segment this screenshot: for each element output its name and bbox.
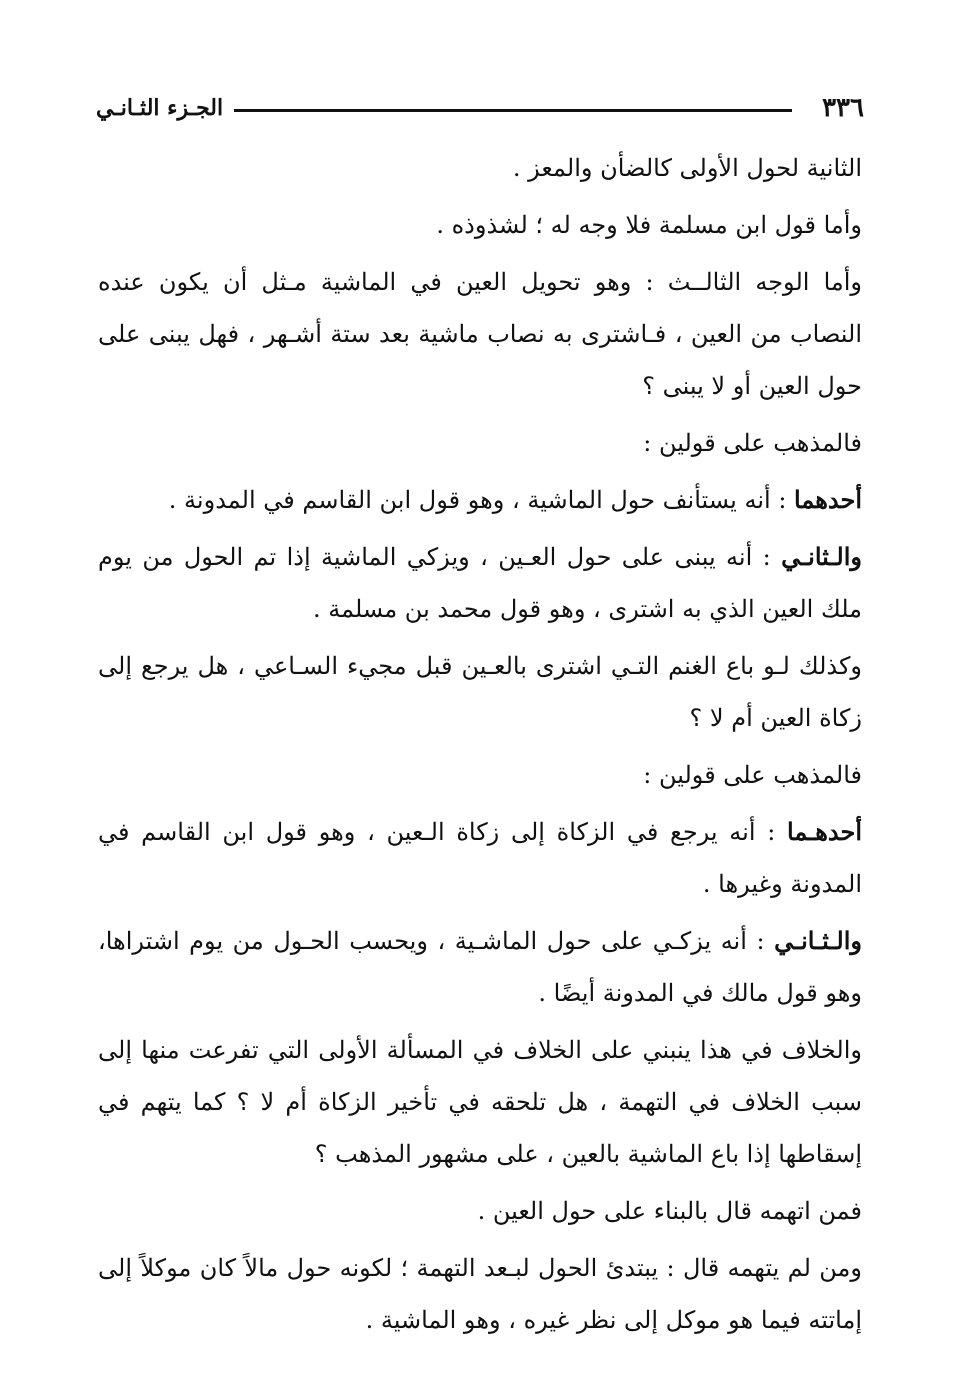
paragraph bbox=[98, 1185, 862, 1237]
paragraph-text: وأما الوجه الثالــث : وهو تحويل العين في الماشية مـثل أن يكون عنده النصاب من العين ، فـاشترى به نصاب ماشية بعد ستة أشـهر ، فهل يبنى على حول العين أو لا يبنى ؟ bbox=[98, 268, 862, 400]
paragraph bbox=[98, 199, 862, 251]
page-header bbox=[96, 90, 864, 130]
paragraph bbox=[98, 531, 862, 635]
paragraph-text: : أنه يرجع في الزكاة إلى زكاة الـعين ، وهو قول ابن القاسم في المدونة وغيرها . bbox=[98, 818, 862, 898]
paragraph-text: فالمذهب على قولين : bbox=[643, 429, 862, 457]
paragraph bbox=[98, 749, 862, 801]
paragraph bbox=[98, 417, 862, 469]
header-rule bbox=[234, 109, 792, 112]
paragraph-text: وأما قول ابن مسلمة فلا وجه له ؛ لشذوذه . bbox=[436, 211, 862, 239]
paragraph bbox=[98, 1242, 862, 1346]
paragraph bbox=[98, 806, 862, 910]
paragraph bbox=[98, 640, 862, 744]
paragraph-text: : أنه يزكـي على حول الماشـية ، ويحسب الحـول من يوم اشتراها، وهو قول مالك في المدونة أيضًا . bbox=[98, 927, 862, 1007]
paragraph bbox=[98, 1024, 862, 1180]
page-body bbox=[98, 142, 862, 1351]
paragraph-text: : أنه يبنى على حول العـين ، ويزكي الماشية إذا تم الحول من يوم ملك العين الذي به اشترى ، وهو قول محمد بن مسلمة . bbox=[98, 543, 862, 623]
paragraph-text: وكذلك لـو باع الغنم التـي اشترى بالعـين قبل مجيء السـاعي ، هل يرجع إلى زكاة العين أم لا ؟ bbox=[98, 652, 862, 732]
running-title: الجـزء الثـانـي bbox=[96, 95, 224, 121]
page-number: ٣٣٦ bbox=[822, 93, 864, 123]
paragraph-lead: أحدهما bbox=[794, 485, 862, 514]
paragraph-lead: والـثـانـي bbox=[774, 926, 862, 955]
paragraph-lead: أحدهـما bbox=[787, 817, 862, 846]
paragraph bbox=[98, 915, 862, 1019]
paragraph-text: فالمذهب على قولين : bbox=[643, 761, 862, 789]
paragraph-text: الثانية لحول الأولى كالضأن والمعز . bbox=[512, 154, 862, 182]
paragraph bbox=[98, 142, 862, 194]
paragraph bbox=[98, 256, 862, 412]
paragraph-text: والخلاف في هذا ينبني على الخلاف في المسألة الأولى التي تفرعت منها إلى سبب الخلاف في التهمة ، هل تلحقه في تأخير الزكاة أم لا ؟ كما يتهم في إسقاطها إذا باع الماشية بالعين ، على مشهور المذهب ؟ bbox=[98, 1036, 862, 1168]
paragraph-text: فمن اتهمه قال بالبناء على حول العين . bbox=[477, 1197, 862, 1225]
paragraph-text: : أنه يستأنف حول الماشية ، وهو قول ابن القاسم في المدونة . bbox=[168, 486, 787, 514]
paragraph-lead: والـثانـي bbox=[781, 542, 862, 571]
paragraph-text: ومن لم يتهمه قال : يبتدئ الحول لبـعد التهمة ؛ لكونه حول مالاً كان موكلاً إلى إماتته فيما هو موكل إلى نظر غيره ، وهو الماشية . bbox=[98, 1254, 862, 1334]
paragraph bbox=[98, 474, 862, 526]
